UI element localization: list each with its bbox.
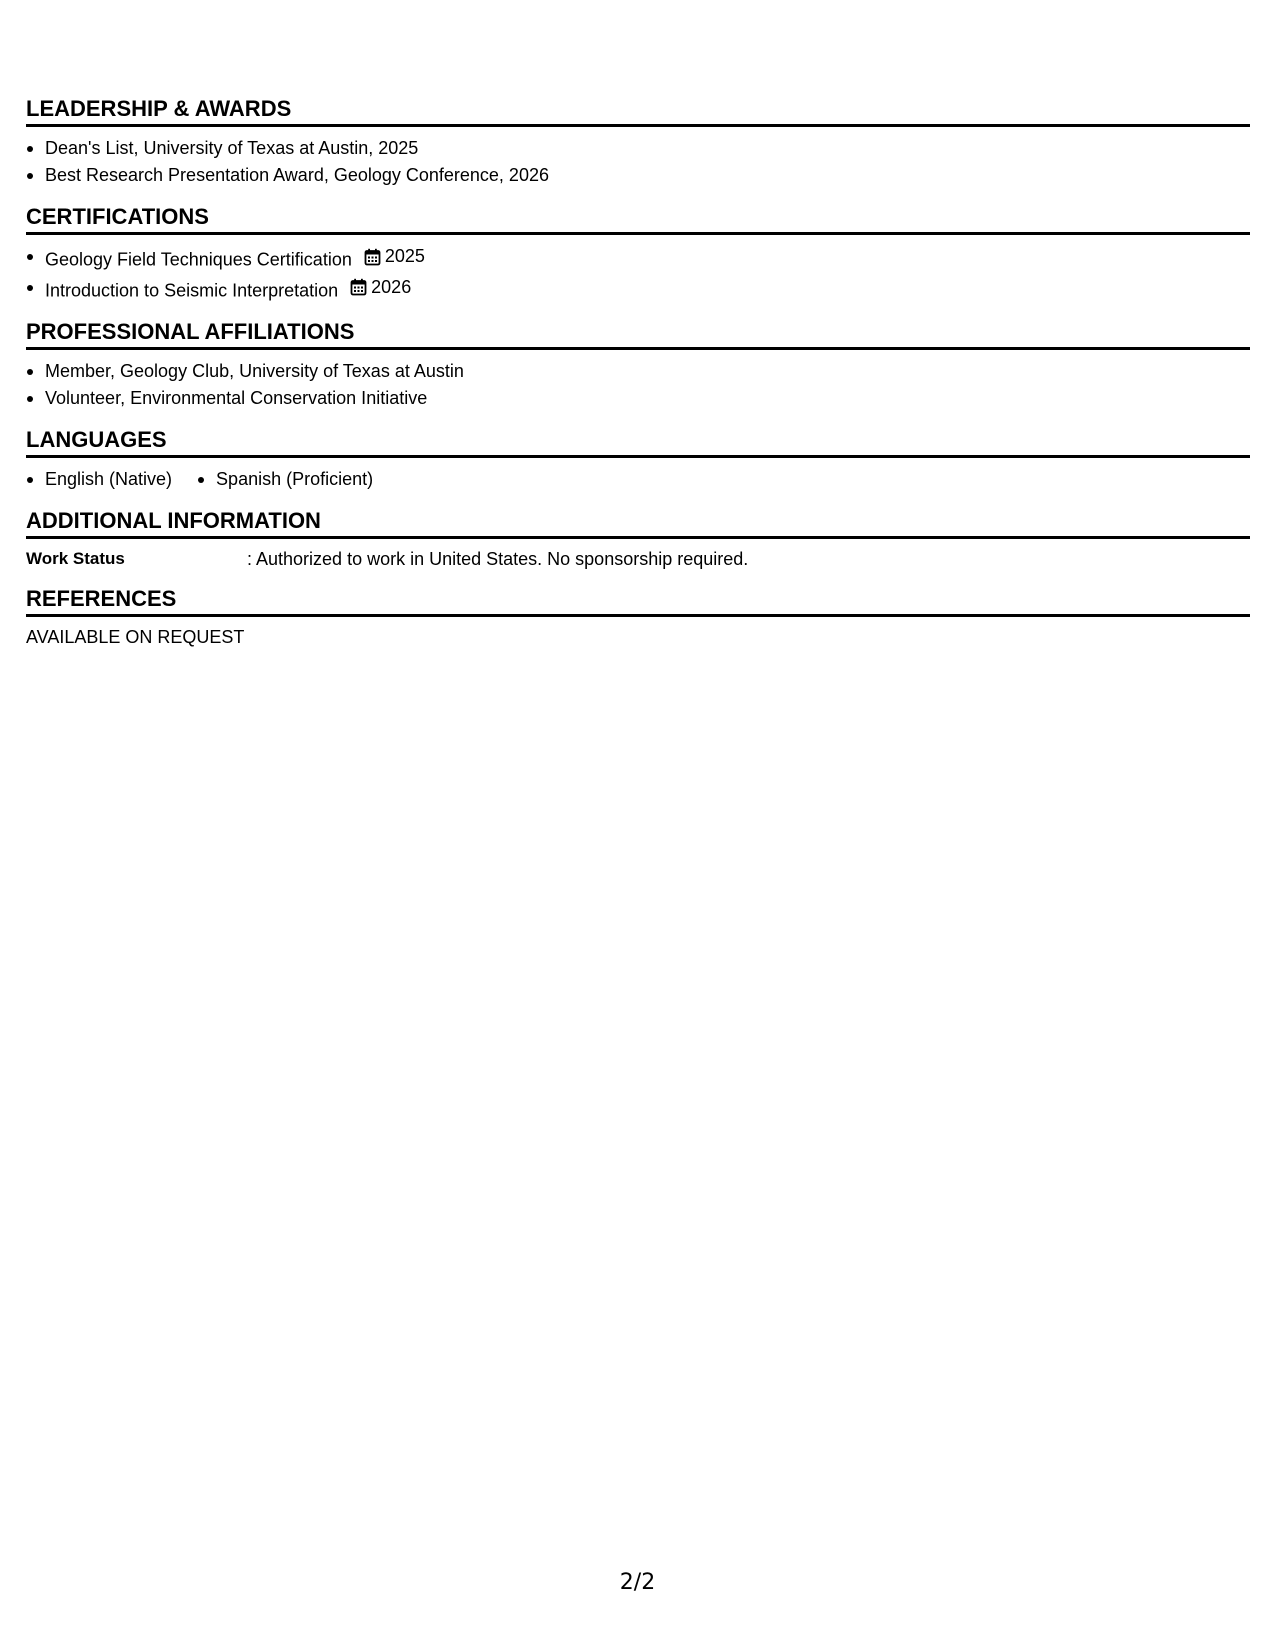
leadership-item: Dean's List, University of Texas at Austin, 2025	[26, 135, 1250, 162]
language-item: Spanish (Proficient)	[197, 466, 373, 493]
certification-item	[26, 243, 1250, 274]
certification-date	[350, 274, 411, 301]
leadership-item: Best Research Presentation Award, Geology Conference, 2026	[26, 162, 1250, 189]
section-divider	[26, 124, 1250, 127]
section-divider	[26, 347, 1250, 350]
section-references	[26, 586, 1250, 649]
certification-date	[364, 243, 425, 270]
section-divider	[26, 614, 1250, 617]
languages-list	[26, 466, 1250, 493]
calendar-icon	[350, 278, 367, 296]
certifications-list	[26, 243, 1250, 304]
leadership-list	[26, 135, 1250, 189]
section-divider	[26, 455, 1250, 458]
section-title-additional-information: ADDITIONAL INFORMATION	[26, 508, 321, 533]
work-status-value: : Authorized to work in United States. No sponsorship required.	[247, 549, 749, 569]
certification-year: 2025	[384, 246, 425, 266]
certification-year: 2026	[371, 276, 412, 297]
section-divider	[26, 536, 1250, 539]
section-professional-affiliations	[26, 319, 1250, 412]
section-title-leadership-awards: LEADERSHIP & AWARDS	[26, 96, 292, 121]
resume-page	[26, 96, 1250, 664]
affiliation-item: Volunteer, Environmental Conservation Initiative	[26, 385, 1250, 412]
work-status-row	[26, 547, 1250, 571]
language-item: English (Native)	[26, 466, 172, 493]
calendar-icon	[364, 248, 381, 266]
section-divider	[26, 232, 1250, 235]
page-number: 2/2	[619, 1570, 656, 1595]
section-title-languages: LANGUAGES	[26, 427, 167, 452]
affiliations-list	[26, 358, 1250, 412]
work-status-label: Work Status	[26, 549, 125, 568]
certification-name: Introduction to Seismic Interpretation	[45, 280, 339, 300]
certification-name: Geology Field Techniques Certification	[45, 249, 352, 270]
section-title-references: REFERENCES	[26, 586, 177, 611]
section-leadership-awards	[26, 96, 1250, 189]
section-title-professional-affiliations: PROFESSIONAL AFFILIATIONS	[26, 319, 355, 344]
affiliation-item: Member, Geology Club, University of Texas at Austin	[26, 358, 1250, 385]
certification-item	[26, 274, 1250, 305]
section-certifications	[26, 204, 1250, 304]
section-title-certifications: CERTIFICATIONS	[26, 204, 209, 229]
references-text: AVAILABLE ON REQUEST	[26, 627, 245, 647]
section-languages	[26, 427, 1250, 493]
section-additional-information	[26, 508, 1250, 571]
